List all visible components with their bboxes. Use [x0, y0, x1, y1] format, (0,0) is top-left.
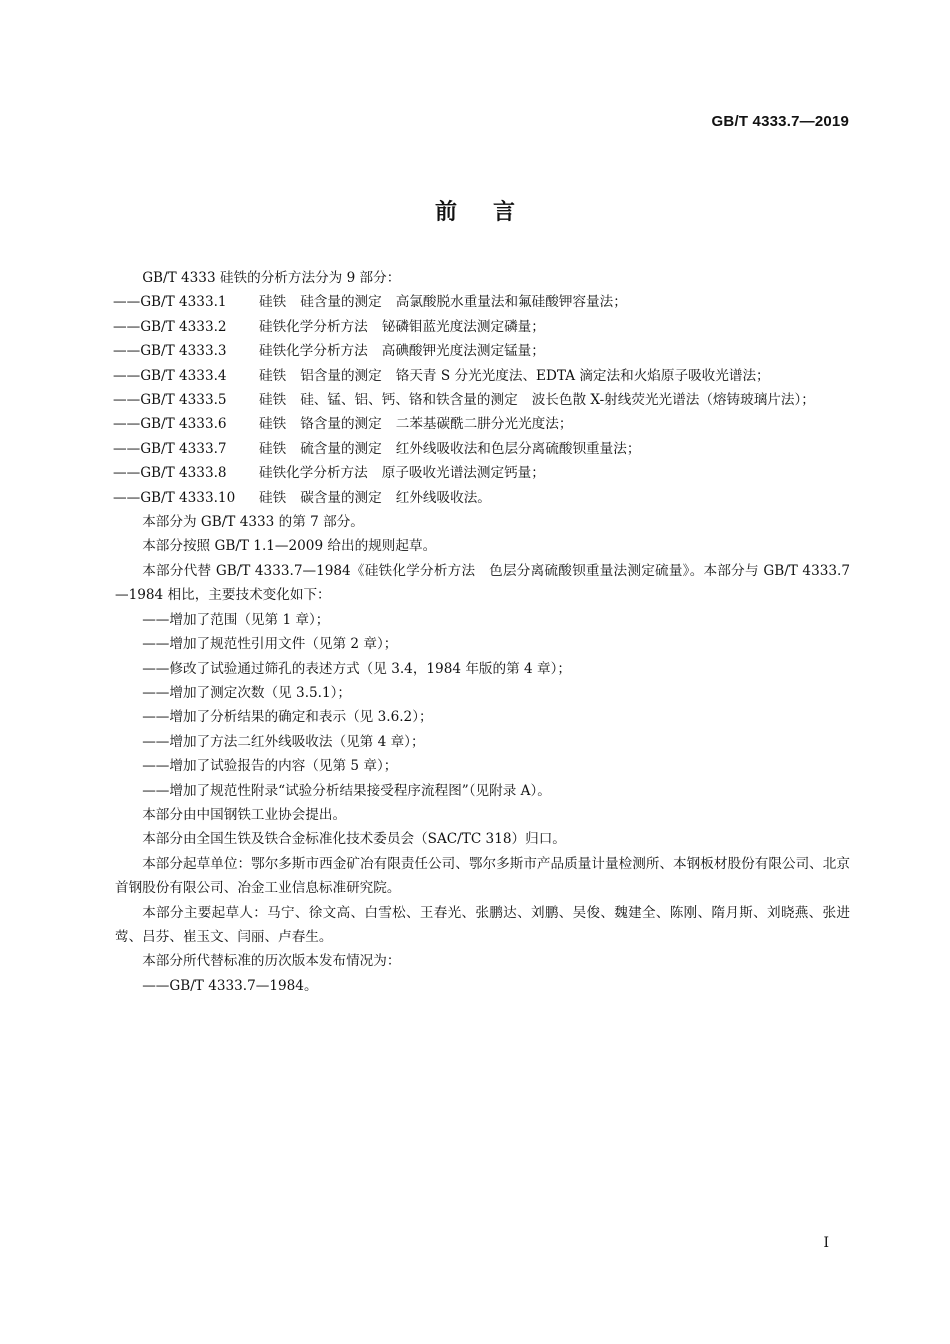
list-item: ——GB/T 4333.6 硅铁 铬含量的测定 二苯基碳酰二肼分光光度法； [113, 416, 573, 433]
list-item: ——增加了分析结果的确定和表示（见 3.6.2）； [142, 709, 433, 726]
page-title: 前言 [434, 200, 551, 225]
proposed-by-paragraph: 本部分由中国钢铁工业协会提出。 [142, 806, 347, 823]
jurisdiction-paragraph: 本部分由全国生铁及铁合金标准化技术委员会（SAC/TC 318）归口。 [142, 831, 566, 848]
list-item: ——修改了试验通过筛孔的表述方式（见 3.4，1984 年版的第 4 章）； [142, 660, 571, 677]
drafting-units-paragraph: 本部分起草单位：鄂尔多斯市西金矿冶有限责任公司、鄂尔多斯市产品质量计量检测所、本钢板材股份有限公司、北京首钢股份有限公司、冶金工业信息标准研究院。 [115, 855, 850, 897]
part-number-paragraph: 本部分为 GB/T 4333 的第 7 部分。 [142, 514, 364, 531]
list-item: ——GB/T 4333.8 硅铁化学分析方法 原子吸收光谱法测定钙量； [113, 465, 545, 482]
list-item: ——GB/T 4333.3 硅铁化学分析方法 高碘酸钾光度法测定锰量； [113, 343, 545, 360]
parts-list [115, 290, 850, 510]
history-intro-paragraph: 本部分所代替标准的历次版本发布情况为： [142, 953, 401, 970]
parts-intro: GB/T 4333 硅铁的分析方法分为 9 部分： [142, 270, 401, 286]
list-item: ——增加了规范性附录“试验分析结果接受程序流程图”（见附录 A）。 [142, 782, 551, 799]
list-item: ——GB/T 4333.2 硅铁化学分析方法 铋磷钼蓝光度法测定磷量； [113, 318, 545, 335]
list-item: ——GB/T 4333.1 硅铁 硅含量的测定 高氯酸脱水重量法和氟硅酸钾容量法； [113, 294, 627, 311]
list-item: ——GB/T 4333.4 硅铁 铝含量的测定 铬天青 S 分光光度法、EDTA 滴定法和火焰原子吸收光谱法； [113, 367, 770, 384]
list-item: ——GB/T 4333.10 硅铁 碳含量的测定 红外线吸收法。 [113, 489, 491, 506]
changes-list [115, 608, 850, 803]
list-item: ——增加了规范性引用文件（见第 2 章）； [142, 636, 398, 653]
list-item: ——增加了范围（见第 1 章）； [142, 611, 330, 628]
list-item: ——增加了方法二红外线吸收法（见第 4 章）； [142, 733, 425, 750]
foreword-body [115, 266, 850, 998]
list-item: ——增加了测定次数（见 3.5.1）； [142, 684, 352, 701]
drafting-rules-paragraph: 本部分按照 GB/T 1.1—2009 给出的规则起草。 [142, 538, 437, 555]
replaces-paragraph: 本部分代替 GB/T 4333.7—1984《硅铁化学分析方法 色层分离硫酸钡重量法测定硫量》。本部分与 GB/T 4333.7—1984 相比，主要技术变化如下： [115, 562, 850, 604]
list-item: ——增加了试验报告的内容（见第 5 章）； [142, 758, 398, 775]
list-item: ——GB/T 4333.7 硅铁 硫含量的测定 红外线吸收法和色层分离硫酸钡重量法； [113, 440, 641, 457]
list-item: ——GB/T 4333.5 硅铁 硅、锰、铝、钙、铬和铁含量的测定 波长色散 X-射线荧光光谱法（熔铸玻璃片法）； [113, 392, 815, 409]
standard-code: GB/T 4333.7—2019 [711, 113, 849, 130]
page-number: I [823, 1235, 829, 1251]
list-item: ——GB/T 4333.7—1984。 [142, 977, 318, 994]
drafters-paragraph: 本部分主要起草人：马宁、徐文高、白雪松、王春光、张鹏达、刘鹏、吴俊、魏建全、陈刚、隋月斯、刘晓燕、张进莺、吕芬、崔玉文、闫丽、卢春生。 [115, 904, 850, 945]
history-list [115, 974, 850, 998]
